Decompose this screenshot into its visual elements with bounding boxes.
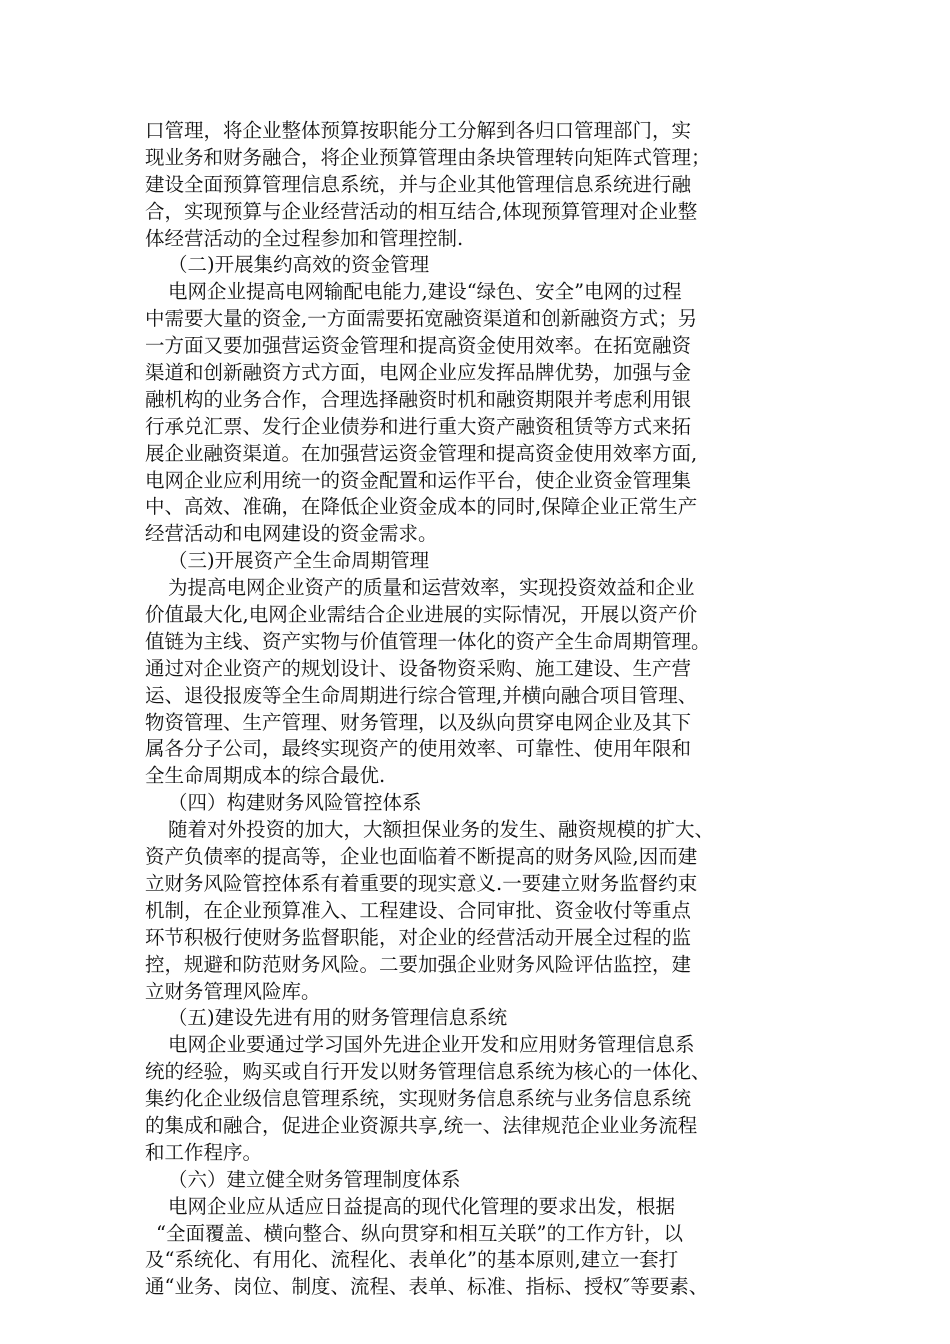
text-line: 立财务管理风险库。 xyxy=(145,979,321,1003)
text-line: 建设全面预算管理信息系统，并与企业其他管理信息系统进行融 xyxy=(145,172,692,196)
section-heading: （六）建立健全财务管理制度体系 xyxy=(168,1167,461,1191)
text-line: 融机构的业务合作，合理选择融资时机和融资期限并考虑利用银 xyxy=(145,387,692,411)
text-line: 物资管理、生产管理、财务管理，以及纵向贯穿电网企业及其下 xyxy=(145,710,692,734)
text-line: 属各分子公司，最终实现资产的使用效率、可靠性、使用年限和 xyxy=(145,737,692,761)
text-line: 随着对外投资的加大，大额担保业务的发生、融资规模的扩大、 xyxy=(168,818,715,842)
text-line: 资产负债率的提高等，企业也面临着不断提高的财务风险,因而建 xyxy=(145,845,698,869)
text-line: 合，实现预算与企业经营活动的相互结合,体现预算管理对企业整 xyxy=(145,199,698,223)
text-line: 环节积极行使财务监督职能，对企业的经营活动开展全过程的监 xyxy=(145,925,692,949)
text-line: 通“业务、岗位、制度、流程、表单、标准、指标、授权″等要素、 xyxy=(145,1275,709,1299)
text-line: 一方面又要加强营运资金管理和提高资金使用效率。在拓宽融资 xyxy=(145,334,692,358)
text-line: 通过对企业资产的规划设计、设备物资采购、施工建设、生产营 xyxy=(145,656,692,680)
text-line: 的集成和融合，促进企业资源共享,统一、法律规范企业业务流程 xyxy=(145,1113,698,1137)
text-line: 控，规避和防范财务风险。二要加强企业财务风险评估监控，建 xyxy=(145,952,692,976)
text-line: 运、退役报废等全生命周期进行综合管理,并横向融合项目管理、 xyxy=(145,683,698,707)
text-line: 值链为主线、资产实物与价值管理一体化的资产全生命周期管理。 xyxy=(145,629,711,653)
text-line: 立财务风险管控体系有着重要的现实意义.一要建立财务监督约束 xyxy=(145,871,698,895)
text-line: 渠道和创新融资方式方面，电网企业应发挥品牌优势，加强与金 xyxy=(145,361,692,385)
text-line: 现业务和财务融合，将企业预算管理由条块管理转向矩阵式管理； xyxy=(145,145,711,169)
text-line: 为提高电网企业资产的质量和运营效率，实现投资效益和企业 xyxy=(168,576,695,600)
text-line: 经营活动和电网建设的资金需求。 xyxy=(145,522,438,546)
document-body xyxy=(145,118,795,1301)
text-line: 展企业融资渠道。在加强营运资金管理和提高资金使用效率方面, xyxy=(145,441,698,465)
text-line: 电网企业应从适应日益提高的现代化管理的要求出发，根据 xyxy=(168,1194,676,1218)
section-heading: （五)建设先进有用的财务管理信息系统 xyxy=(168,1006,508,1030)
text-line: 价值最大化,电网企业需结合企业进展的实际情况，开展以资产价 xyxy=(145,603,698,627)
section-heading: （四）构建财务风险管控体系 xyxy=(168,791,422,815)
text-line: 体经营活动的全过程参加和管理控制. xyxy=(145,226,464,250)
text-line: “全面覆盖、横向整合、纵向贯穿和相互关联”的工作方针，以 xyxy=(156,1221,683,1245)
text-line: 统的经验，购买或自行开发以财务管理信息系统为核心的一体化、 xyxy=(145,1060,711,1084)
text-line: 集约化企业级信息管理系统，实现财务信息系统与业务信息系统 xyxy=(145,1087,692,1111)
text-line: 和工作程序。 xyxy=(145,1140,263,1164)
text-line: 及“系统化、有用化、流程化、表单化”的基本原则,建立一套打 xyxy=(145,1248,679,1272)
text-line: 电网企业提高电网输配电能力,建设“绿色、安全”电网的过程 xyxy=(168,280,682,304)
text-line: 中、高效、准确，在降低企业资金成本的同时,保障企业正常生产 xyxy=(145,495,698,519)
text-line: 中需要大量的资金,一方面需要拓宽融资渠道和创新融资方式；另 xyxy=(145,307,698,331)
section-heading: （三)开展资产全生命周期管理 xyxy=(168,549,430,573)
text-line: 机制，在企业预算准入、工程建设、合同审批、资金收付等重点 xyxy=(145,898,692,922)
text-line: 全生命周期成本的综合最优. xyxy=(145,764,386,788)
text-line: 电网企业应利用统一的资金配置和运作平台，使企业资金管理集 xyxy=(145,468,692,492)
text-line: 行承兑汇票、发行企业债券和进行重大资产融资租赁等方式来拓 xyxy=(145,414,692,438)
text-line: 电网企业要通过学习国外先进企业开发和应用财务管理信息系 xyxy=(168,1033,695,1057)
section-heading: （二)开展集约高效的资金管理 xyxy=(168,253,430,277)
text-line: 口管理，将企业整体预算按职能分工分解到各归口管理部门，实 xyxy=(145,119,692,142)
